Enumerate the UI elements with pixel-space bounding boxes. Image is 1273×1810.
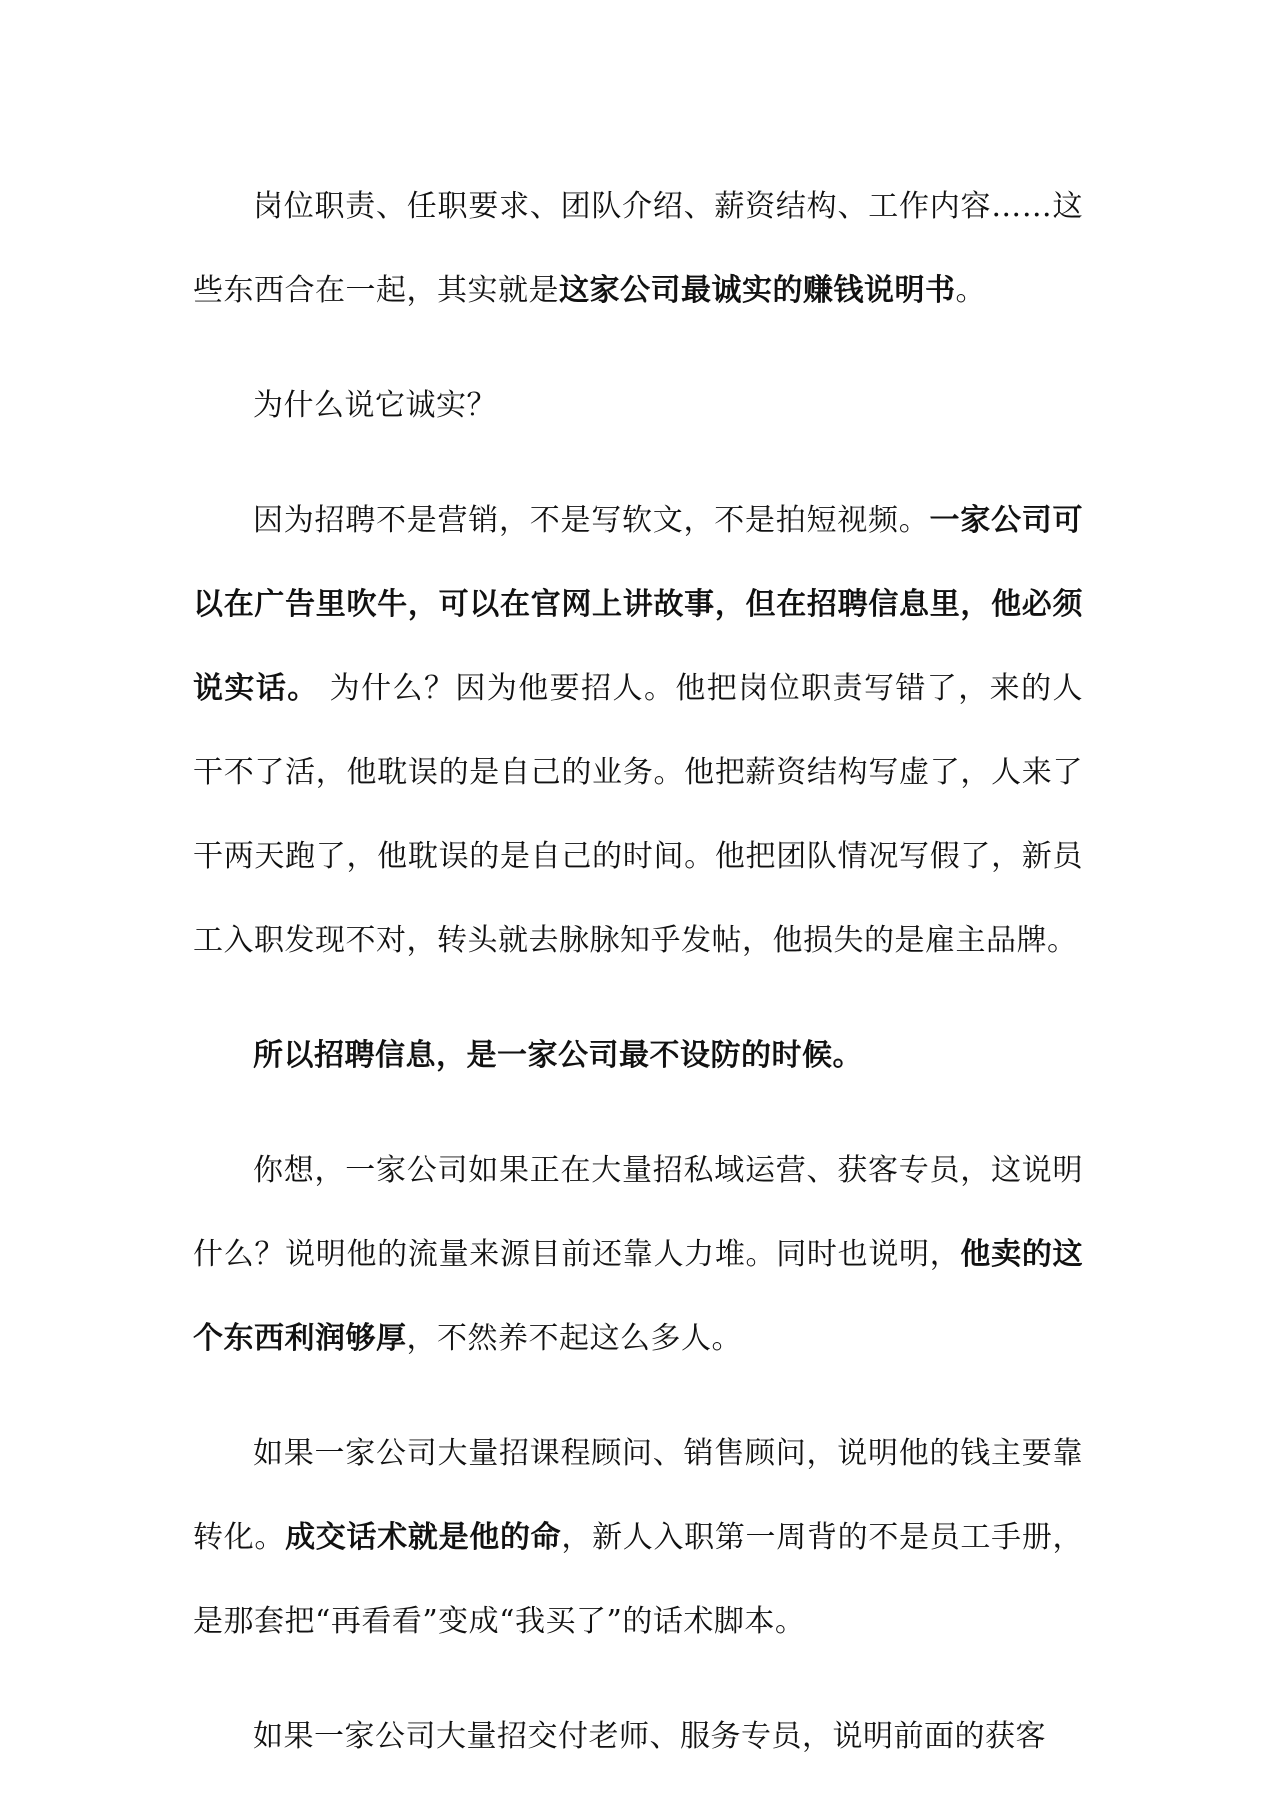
paragraph-sales-consultants <box>193 1412 1083 1664</box>
bold-text-run: 所以招聘信息，是一家公司最不设防的时候。 <box>253 1038 863 1073</box>
text-run: 岗位职责、任职要求、团队介绍、薪资结构、工作内容……这些东西合在一起，其实就是 <box>193 189 1083 308</box>
text-run: 如果一家公司大量招课程顾问、销售顾问，说明他的钱主要靠转化。 <box>193 1436 1083 1555</box>
bold-text-run: 这家公司最诚实的赚钱说明书 <box>559 273 956 308</box>
text-run: 你想，一家公司如果正在大量招私域运营、获客专员，这说明什么？说明他的流量来源目前还靠人力堆。同时也说明， <box>193 1153 1083 1272</box>
paragraph-delivery-teachers <box>193 1695 1083 1779</box>
paragraph-why-honest <box>193 364 1083 448</box>
text-run: ，新人入职第一周背的不是员工手册，是那套把“再看看”变成“我买了”的话术脚本。 <box>193 1520 1084 1639</box>
text-run: 如果一家公司大量招交付老师、服务专员，说明前面的获客 <box>253 1719 1046 1754</box>
paragraph-private-domain-ops <box>193 1129 1083 1381</box>
text-run: ，不然养不起这么多人。 <box>406 1321 742 1356</box>
text-run: 为什么？因为他要招人。他把岗位职责写错了，来的人干不了活，他耽误的是自己的业务。他把薪资结构写虚了，人来了干两天跑了，他耽误的是自己的时间。他把团队情况写假了，新员工入职发现不对，转头就去脉脉知乎发帖，他损失的是雇主品牌。 <box>193 671 1083 958</box>
text-run: 因为招聘不是营销，不是写软文，不是拍短视频。 <box>253 503 930 538</box>
bold-text-run: 他卖的这个东西利润够厚 <box>193 1237 1084 1356</box>
paragraph-unguarded-moment <box>193 1014 1083 1098</box>
bold-text-run: 一家公司可以在广告里吹牛，可以在官网上讲故事，但在招聘信息里，他必须说实话。 <box>193 503 1083 706</box>
text-run: 为什么说它诚实？ <box>253 388 497 423</box>
paragraph-job-description <box>193 165 1083 333</box>
bold-text-run: 成交话术就是他的命 <box>285 1520 562 1555</box>
document-page <box>193 165 1083 1810</box>
text-run: 。 <box>955 273 986 308</box>
paragraph-recruiting-not-marketing <box>193 479 1083 983</box>
